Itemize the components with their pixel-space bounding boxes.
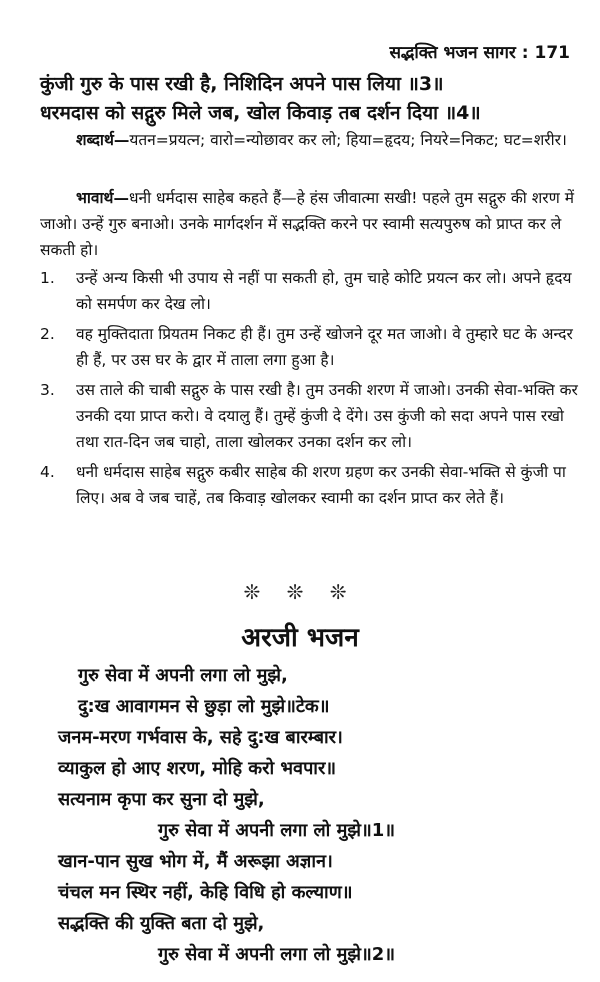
list-text: उस ताले की चाबी सद्गुरु के पास रखी है। तुम उनकी शरण में जाओ। उनकी सेवा-भक्ति कर उनकी दया प्राप्त करो। वे दयालु हैं। तुम्हें कुंजी दे देंगे। उस कुंजी को सदा अपने पास रखो तथा रात-दिन जब चाहो, ताला खोलकर उनका दर्शन कर लो। [76, 381, 578, 451]
bhavarth-label: भावार्थ— [76, 189, 129, 207]
bhavarth-paragraph [40, 185, 575, 263]
bhajan-poem [58, 660, 578, 970]
poem-line: जनम-मरण गर्भवास के, सहे दु:ख बारम्बार। [58, 727, 343, 748]
shabdarth-label: शब्दार्थ— [76, 131, 130, 149]
list-item [40, 321, 580, 373]
bhavarth-text: धनी धर्मदास साहेब कहते हैं—हे हंस जीवात्मा सखी! पहले तुम सद्गुरु की शरण में जाओ। उन्हें गुरु बनाओ। उनके मार्गदर्शन में सद्भक्ति करने पर स्वामी सत्यपुरुष को प्राप्त कर ले सकती हो। [40, 189, 574, 259]
poem-line: व्याकुल हो आए शरण, मोहि करो भवपार॥ [58, 758, 337, 779]
verse-line-4: धरमदास को सद्गुरु मिले जब, खोल किवाड़ तब दर्शन दिया ॥4॥ [40, 102, 481, 124]
shabdarth-paragraph [40, 127, 575, 153]
list-text: वह मुक्तिदाता प्रियतम निकट ही हैं। तुम उन्हें खोजने दूर मत जाओ। वे तुम्हारे घट के अन्दर ही हैं, पर उस घर के द्वार में ताला लगा हुआ है। [76, 325, 573, 369]
list-number: 4. [40, 463, 55, 481]
list-number: 2. [40, 325, 55, 343]
list-item [40, 265, 580, 317]
poem-line: गुरु सेवा में अपनी लगा लो मुझे॥2॥ [158, 944, 396, 965]
running-header: सद्भक्ति भजन सागर : 171 [389, 43, 570, 63]
verse-line-3: कुंजी गुरु के पास रखी है, निशिदिन अपने पास लिया ॥3॥ [40, 73, 444, 95]
poem-line: खान-पान सुख भोग में, मैं अरूझा अज्ञान। [58, 851, 333, 872]
list-text: उन्हें अन्य किसी भी उपाय से नहीं पा सकती हो, तुम चाहे कोटि प्रयत्न कर लो। अपने हृदय को समर्पण कर देख लो। [76, 269, 572, 313]
bhajan-title: अरजी भजन [241, 623, 359, 653]
poem-line: सद्भक्ति की युक्ति बता दो मुझे, [58, 913, 265, 934]
poem-line: गुरु सेवा में अपनी लगा लो मुझे, [78, 665, 288, 686]
poem-line: सत्यनाम कृपा कर सुना दो मुझे, [58, 789, 265, 810]
list-item [40, 459, 580, 511]
list-number: 1. [40, 269, 55, 287]
list-item [40, 377, 580, 455]
list-number: 3. [40, 381, 55, 399]
shabdarth-text: यतन=प्रयत्न; वारो=न्योछावर कर लो; हिया=हृदय; नियरे=निकट; घट=शरीर। [129, 131, 567, 149]
ornament-divider: ❊ ❊ ❊ [243, 580, 357, 604]
list-text: धनी धर्मदास साहेब सद्गुरु कबीर साहेब की शरण ग्रहण कर उनकी सेवा-भक्ति से कुंजी पा लिए। अब वे जब चाहें, तब किवाड़ खोलकर स्वामी का दर्शन प्राप्त कर लेते हैं। [76, 463, 566, 507]
poem-line: गुरु सेवा में अपनी लगा लो मुझे॥1॥ [158, 820, 396, 841]
poem-line: चंचल मन स्थिर नहीं, केहि विधि हो कल्याण॥ [58, 882, 353, 903]
explanation-list [40, 265, 580, 515]
poem-line: दु:ख आवागमन से छुड़ा लो मुझे॥टेक॥ [78, 696, 330, 717]
